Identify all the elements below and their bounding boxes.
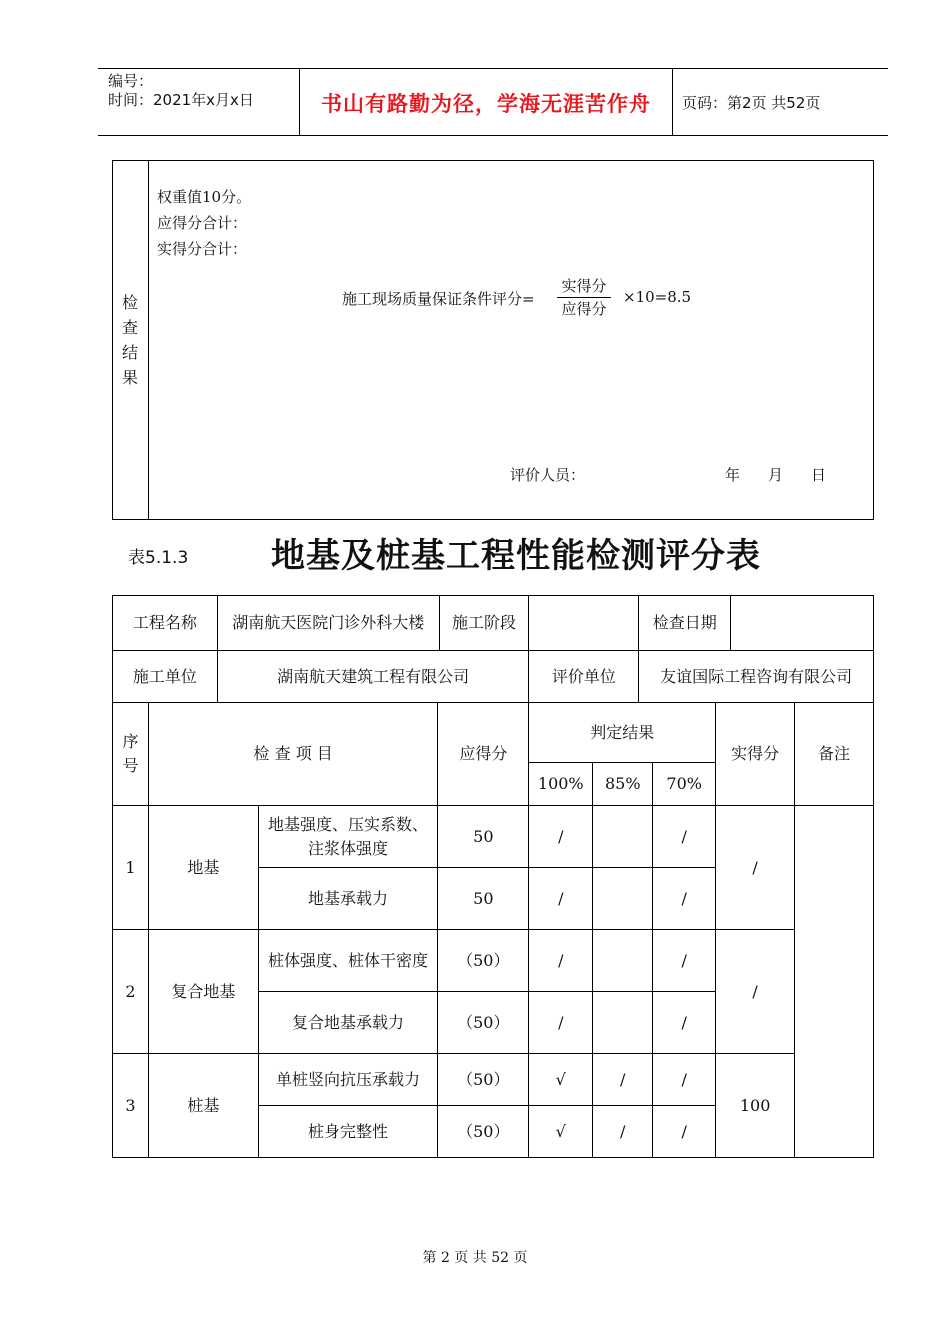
- group-actual: 100: [716, 1054, 795, 1158]
- header-seq: 序号: [113, 703, 149, 806]
- score-table: [112, 702, 874, 1158]
- item-name: 地基承载力: [258, 868, 438, 930]
- project-name-label: 工程名称: [113, 596, 218, 651]
- item-p100: √: [529, 1106, 593, 1158]
- date-day: 日: [811, 466, 827, 484]
- item-should: （50）: [438, 1106, 529, 1158]
- document-number-label: 编号：: [108, 72, 154, 90]
- table-row: [113, 806, 874, 868]
- item-name: 复合地基承载力: [258, 992, 438, 1054]
- document-date-label: 时间：2021年x月x日: [108, 91, 254, 109]
- item-p100: /: [529, 806, 593, 868]
- item-p70: /: [653, 992, 716, 1054]
- item-should: 50: [438, 806, 529, 868]
- item-p70: /: [653, 868, 716, 930]
- formula-suffix: ×10=8.5: [623, 288, 692, 306]
- item-p100: /: [529, 992, 593, 1054]
- group-name: 地基: [148, 806, 258, 930]
- group-seq: 1: [113, 806, 149, 930]
- group-name: 桩基: [148, 1054, 258, 1158]
- item-p85: /: [593, 1054, 653, 1106]
- item-name: 地基强度、压实系数、注浆体强度: [258, 806, 438, 868]
- item-should: （50）: [438, 1054, 529, 1106]
- item-p85: /: [593, 1106, 653, 1158]
- phase-value: [529, 596, 639, 651]
- item-should: （50）: [438, 930, 529, 992]
- item-p70: /: [653, 806, 716, 868]
- header-item: 检 查 项 目: [148, 703, 437, 806]
- table-row: [113, 930, 874, 992]
- weight-value-line: 权重值10分。: [157, 188, 252, 206]
- project-name-value: 湖南航天医院门诊外科大楼: [217, 596, 439, 651]
- builder-value: 湖南航天建筑工程有限公司: [217, 651, 529, 703]
- item-p85: [593, 868, 653, 930]
- item-name: 桩体强度、桩体干密度: [258, 930, 438, 992]
- header-remark: 备注: [795, 703, 874, 806]
- date-month: 月: [768, 466, 784, 484]
- check-date-value: [731, 596, 874, 651]
- header-p100: 100%: [529, 763, 593, 806]
- formula-numerator: 实得分: [561, 277, 607, 295]
- phase-label: 施工阶段: [439, 596, 529, 651]
- result-side-label: 检 查 结 果: [121, 293, 138, 387]
- date-year: 年: [725, 466, 741, 484]
- table-title: 地基及桩基工程性能检测评分表: [271, 536, 761, 576]
- formula-prefix: 施工现场质量保证条件评分=: [342, 290, 535, 308]
- group-seq: 2: [113, 930, 149, 1054]
- table-row: [113, 1054, 874, 1106]
- actual-score-total: 实得分合计：: [157, 240, 248, 258]
- item-p70: /: [653, 1106, 716, 1158]
- header-p70: 70%: [653, 763, 716, 806]
- header-p85: 85%: [593, 763, 653, 806]
- formula-denominator: 应得分: [561, 300, 607, 318]
- group-actual: /: [716, 930, 795, 1054]
- remark-cell: [795, 806, 874, 1158]
- header-page-label: 页码：第2页 共52页: [682, 94, 821, 112]
- item-should: 50: [438, 868, 529, 930]
- evaluator-unit-label: 评价单位: [529, 651, 639, 703]
- group-name: 复合地基: [148, 930, 258, 1054]
- table-number: 表5.1.3: [128, 548, 189, 568]
- builder-label: 施工单位: [113, 651, 218, 703]
- item-p100: √: [529, 1054, 593, 1106]
- item-p100: /: [529, 930, 593, 992]
- header-should: 应得分: [438, 703, 529, 806]
- evaluator-label: 评价人员：: [510, 466, 586, 484]
- project-info-table: [112, 595, 874, 703]
- should-score-total: 应得分合计：: [157, 214, 248, 232]
- page-footer: 第 2 页 共 52 页: [422, 1250, 528, 1266]
- item-p85: [593, 806, 653, 868]
- check-date-label: 检查日期: [639, 596, 731, 651]
- header-actual: 实得分: [716, 703, 795, 806]
- evaluator-unit-value: 友谊国际工程咨询有限公司: [639, 651, 874, 703]
- group-seq: 3: [113, 1054, 149, 1158]
- header-judge: 判定结果: [529, 703, 716, 763]
- item-p70: /: [653, 930, 716, 992]
- item-name: 桩身完整性: [258, 1106, 438, 1158]
- item-p70: /: [653, 1054, 716, 1106]
- item-p85: [593, 930, 653, 992]
- header-motto: 书山有路勤为径，学海无涯苦作舟: [321, 92, 651, 116]
- item-name: 单桩竖向抗压承载力: [258, 1054, 438, 1106]
- item-p100: /: [529, 868, 593, 930]
- item-should: （50）: [438, 992, 529, 1054]
- item-p85: [593, 992, 653, 1054]
- group-actual: /: [716, 806, 795, 930]
